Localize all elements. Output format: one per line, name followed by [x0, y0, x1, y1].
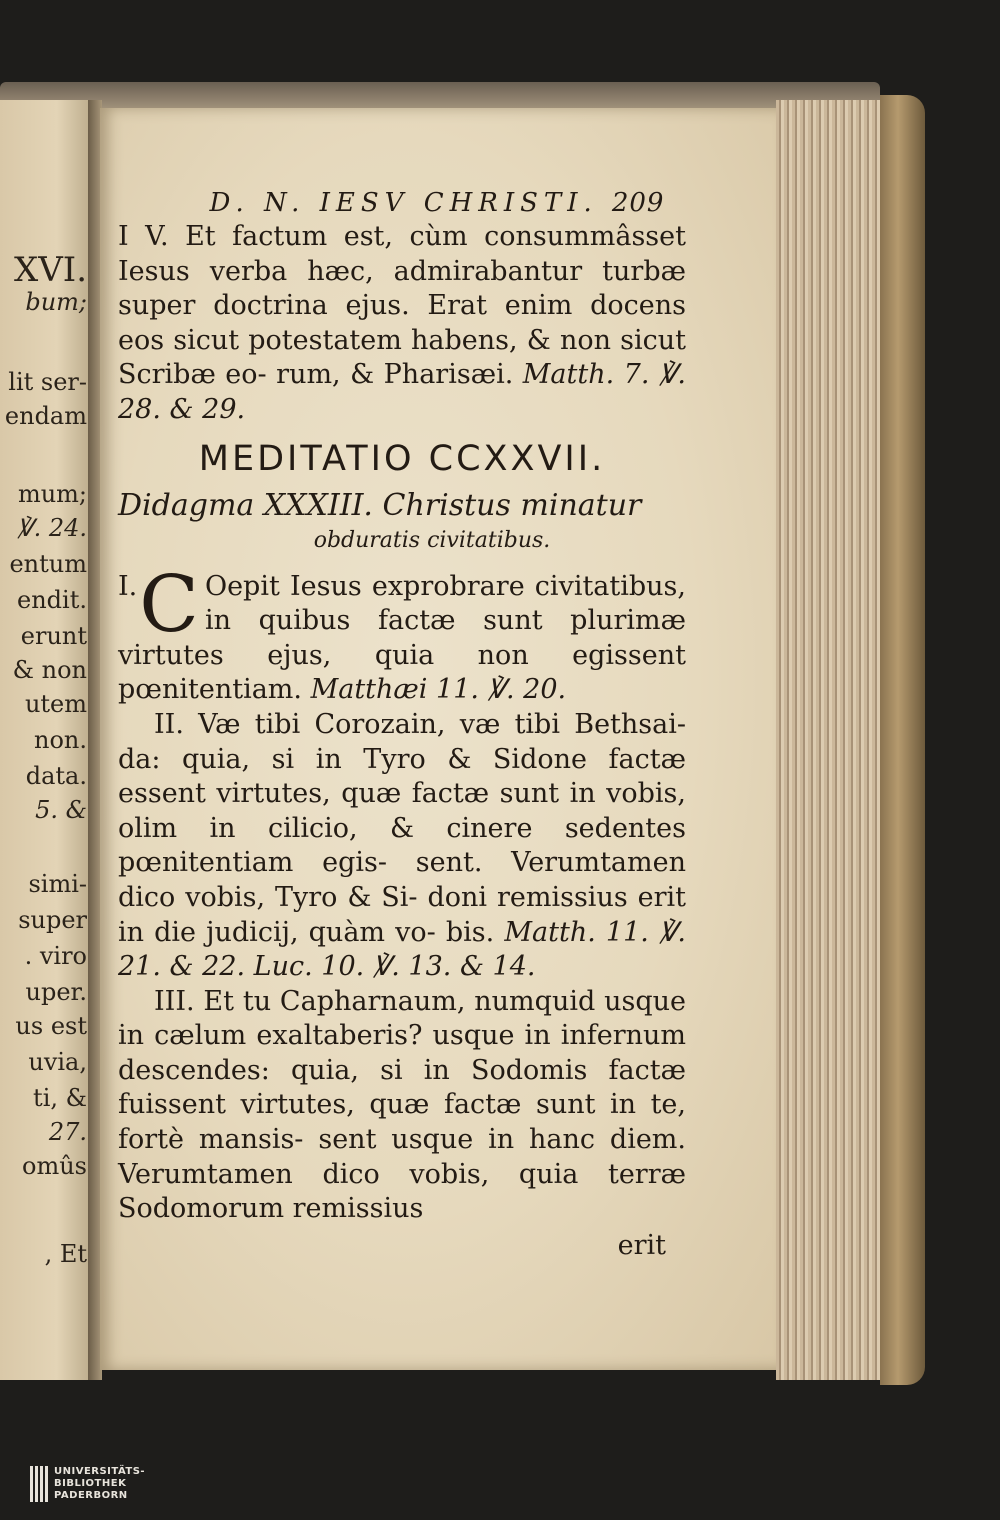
page-number: 209 [611, 188, 665, 218]
prev-fragment: uvia, [28, 1048, 87, 1076]
text-line: in quibus factæ sunt plurimæ virtutes [118, 605, 686, 671]
prev-fragment: , Et [44, 1240, 87, 1268]
citation: Matth. 7. ℣. 28. & 29. [118, 359, 686, 425]
citation: Matthæi 11. ℣. 20. [310, 674, 567, 706]
paragraph-numeral: I. [118, 570, 138, 602]
text-line: bis. [445, 916, 495, 948]
catchword: erit [617, 1229, 666, 1261]
prev-fragment: mum; [17, 480, 87, 508]
prev-fragment: entum [9, 550, 87, 578]
prev-fragment: simi- [28, 870, 87, 898]
citation: Matth. 11. ℣. 21. & 22. Luc. 10. ℣. 13. & 14. [118, 916, 687, 983]
text-line: sent usque in hanc diem. Verumtamen dico [118, 1124, 686, 1190]
prev-fragment: endam [4, 402, 87, 430]
prev-fragment: & non [12, 656, 87, 684]
paragraph-ii [118, 708, 686, 985]
prev-fragment: data. [25, 762, 87, 790]
text-line: I V. Et factum est, cùm consummâsset [118, 221, 686, 252]
library-logo-line: UNIVERSITÄTS- [54, 1466, 146, 1477]
prev-fragment: XVI. [14, 250, 87, 290]
page-edges [776, 100, 894, 1380]
prev-fragment: 27. [48, 1118, 87, 1146]
previous-page [0, 100, 95, 1380]
text-line: II. Væ tibi Corozain, væ tibi Bethsai- [154, 708, 686, 740]
prev-fragment: lit ser- [8, 368, 87, 396]
text-line: Iesus verba hæc, admirabantur turbæ super [118, 255, 686, 322]
drop-cap: C [139, 559, 199, 650]
text-line: virtutes, quæ factæ sunt in vobis, olim in [118, 778, 686, 844]
text-line: sent. Verumtamen dico vobis, Tyro & Si- [118, 847, 686, 913]
text-line: Oepit Iesus exprobrare civitatibus, [204, 570, 686, 602]
prev-fragment: super [18, 906, 87, 934]
page-text [118, 186, 686, 1263]
text-line: ejus, quia non egissent pœnitentiam. [118, 639, 686, 706]
book-cover [880, 95, 925, 1385]
prev-fragment: bum; [25, 288, 87, 316]
prev-fragment: uper. [25, 978, 87, 1006]
paragraph-i [118, 559, 686, 708]
library-logo-line: PADERBORN [54, 1490, 128, 1501]
prev-fragment: ti, & [33, 1084, 87, 1112]
meditation-title: MEDITATIO CCXXVII. [198, 438, 606, 479]
prev-fragment: utem [24, 690, 87, 718]
text-line: rum, & Pharisæi. [276, 359, 514, 391]
running-head [118, 186, 686, 220]
text-line: cilicio, & cinere sedentes pœnitentiam egis- [118, 812, 686, 879]
library-logo-line: BIBLIOTHEK [54, 1478, 127, 1489]
library-logo-icon [30, 1466, 48, 1502]
didagma-heading: Didagma XXXIII. Christus minatur [118, 487, 642, 523]
text-line: virtutes, quæ factæ sunt in te, fortè mansis- [118, 1089, 686, 1156]
paragraph-iv [118, 220, 686, 428]
prev-fragment: endit. [17, 586, 87, 614]
didagma-subheading: obduratis civitatibus. [313, 527, 551, 553]
prev-fragment: non. [34, 726, 87, 754]
text-line: descendes: quia, si in Sodomis factæ fuissent [118, 1054, 686, 1121]
text-line: da: quia, si in Tyro & Sidone factæ essent [118, 743, 686, 810]
text-line: potestatem habens, & non sicut Scribæ eo- [118, 324, 686, 391]
text-line: doni remissius erit in die judicij, quàm vo- [118, 881, 686, 948]
library-logo [30, 1466, 145, 1502]
prev-fragment: erunt [20, 622, 87, 650]
text-line: III. Et tu Capharnaum, numquid usque [154, 985, 686, 1017]
prev-fragment: us est [15, 1012, 87, 1040]
paragraph-iii [118, 985, 686, 1227]
prev-fragment: 5. & [35, 796, 87, 824]
prev-fragment: omûs [22, 1152, 87, 1180]
prev-fragment: . viro [24, 942, 87, 970]
text-line: vobis, quia terræ Sodomorum remissius [118, 1158, 686, 1225]
text-line: in cælum exaltaberis? usque in infernum [118, 1020, 686, 1052]
prev-fragment: ℣. 24. [17, 514, 87, 542]
running-head-title: D. N. IESV CHRISTI. [209, 188, 598, 218]
text-line: doctrina ejus. Erat enim docens eos sicut [118, 290, 686, 356]
